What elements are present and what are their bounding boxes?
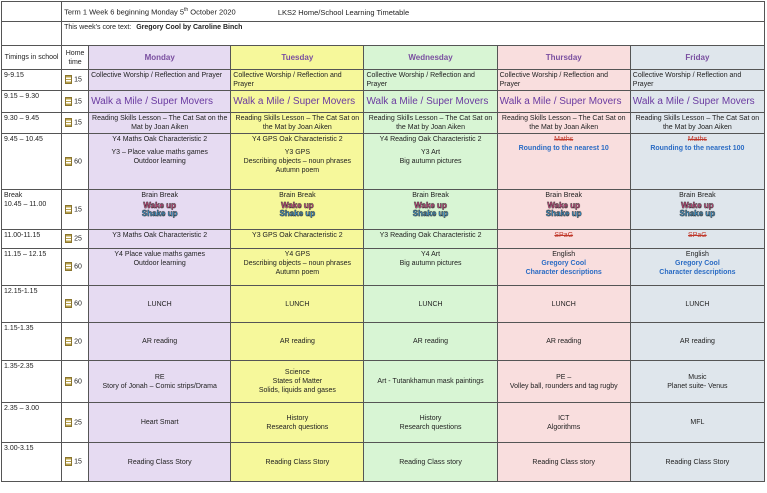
page-title-row — [62, 2, 765, 22]
home-time-cell: 60 — [62, 134, 89, 190]
lesson-cell: LUNCH — [364, 286, 497, 323]
hourglass-icon — [65, 118, 72, 127]
lesson-cell: Walk a Mile / Super Movers — [89, 91, 231, 113]
lesson-cell: Y4 Place value maths games Outdoor learning — [89, 249, 231, 286]
lesson-cell: Y3 Reading Oak Characteristic 2 — [364, 230, 497, 249]
lesson-cell: Maths Rounding to the nearest 10 — [497, 134, 630, 190]
lesson-cell: English Gregory Cool Character descriptions — [630, 249, 764, 286]
lesson-cell: Y4 Art Big autumn pictures — [364, 249, 497, 286]
timings-header: Timings in school — [2, 46, 62, 70]
home-time-cell: 25 — [62, 403, 89, 443]
lesson-cell: Collective Worship / Reflection and Prayer — [364, 70, 497, 91]
lesson-cell: SPaG — [497, 230, 630, 249]
hourglass-icon — [65, 97, 72, 106]
wake-up-shake-up-logo: Wake up Shake up — [545, 201, 582, 218]
lesson-cell: History Research questions — [364, 403, 497, 443]
page-title: LKS2 Home/School Learning Timetable — [277, 7, 410, 17]
lesson-cell: Reading Skills Lesson – The Cat Sat on the Mat by Joan Aiken — [231, 113, 364, 134]
home-time-cell: 15 — [62, 70, 89, 91]
hourglass-icon — [65, 457, 72, 466]
term-sup: th — [184, 7, 189, 14]
lesson-cell: AR reading — [497, 323, 630, 361]
lesson-cell: Walk a Mile / Super Movers — [231, 91, 364, 113]
lesson-cell: Collective Worship / Reflection and Prayer — [231, 70, 364, 91]
wake-up-shake-up-logo: Wake up Shake up — [279, 201, 316, 218]
home-time-cell: 15 — [62, 113, 89, 134]
lesson-cell: Brain Break Wake up Shake up — [497, 190, 630, 230]
core-label: This week’s core text: — [64, 24, 132, 31]
home-time-cell: 15 — [62, 91, 89, 113]
lesson-cell: ICT Algorithms — [497, 403, 630, 443]
hourglass-icon — [65, 262, 72, 271]
lesson-cell: LUNCH — [89, 286, 231, 323]
lesson-cell: Maths Rounding to the nearest 100 — [630, 134, 764, 190]
term-text: Term 1 Week 6 beginning Monday 5 — [64, 7, 185, 17]
lesson-cell: Reading Skills Lesson – The Cat Sat on the Mat by Joan Aiken — [497, 113, 630, 134]
lesson-cell: MFL — [630, 403, 764, 443]
time-cell: 9.45 – 10.45 — [2, 134, 62, 190]
lesson-cell: Brain Break Wake up Shake up — [231, 190, 364, 230]
home-time-cell: 25 — [62, 230, 89, 249]
lesson-cell: Reading Skills Lesson – The Cat Sat on the Mat by Joan Aiken — [364, 113, 497, 134]
lesson-cell: Walk a Mile / Super Movers — [497, 91, 630, 113]
day-header-tuesday: Tuesday — [231, 46, 364, 70]
lesson-cell: Science States of Matter Solids, liquids and gases — [231, 361, 364, 403]
home-time-header: Home time — [62, 46, 89, 70]
time-cell: 1.35-2.35 — [2, 361, 62, 403]
hourglass-icon — [65, 234, 72, 243]
lesson-cell: AR reading — [231, 323, 364, 361]
lesson-cell: Heart Smart — [89, 403, 231, 443]
lesson-cell: Reading Class story — [364, 443, 497, 482]
lesson-cell: Reading Class Story — [89, 443, 231, 482]
time-cell: 9.30 – 9.45 — [2, 113, 62, 134]
time-cell: Break 10.45 – 11.00 — [2, 190, 62, 230]
lesson-cell: Reading Skills Lesson – The Cat Sat on the Mat by Joan Aiken — [630, 113, 764, 134]
time-cell: 3.00-3.15 — [2, 443, 62, 482]
time-cell: 9.15 – 9.30 — [2, 91, 62, 113]
wake-up-shake-up-logo: Wake up Shake up — [141, 201, 178, 218]
lesson-cell: Walk a Mile / Super Movers — [364, 91, 497, 113]
hourglass-icon — [65, 75, 72, 84]
day-header-wednesday: Wednesday — [364, 46, 497, 70]
home-time-cell: 60 — [62, 286, 89, 323]
lesson-cell: Reading Class story — [497, 443, 630, 482]
home-time-cell: 60 — [62, 361, 89, 403]
day-header-friday: Friday — [630, 46, 764, 70]
lesson-cell: Y3 Maths Oak Characteristic 2 — [89, 230, 231, 249]
hourglass-icon — [65, 205, 72, 214]
lesson-cell: RE Story of Jonah – Comic strips/Drama — [89, 361, 231, 403]
wake-up-shake-up-logo: Wake up Shake up — [679, 201, 716, 218]
lesson-cell: AR reading — [364, 323, 497, 361]
time-cell: 11.15 – 12.15 — [2, 249, 62, 286]
lesson-cell: Reading Class Story — [231, 443, 364, 482]
lesson-cell: Collective Worship / Reflection and Prayer — [89, 70, 231, 91]
core-text-row — [62, 22, 765, 46]
day-header-monday: Monday — [89, 46, 231, 70]
lesson-cell: Reading Skills Lesson – The Cat Sat on the Mat by Joan Aiken — [89, 113, 231, 134]
hourglass-icon — [65, 337, 72, 346]
lesson-cell: Brain Break Wake up Shake up — [630, 190, 764, 230]
lesson-cell: LUNCH — [231, 286, 364, 323]
time-cell: 1.15-1.35 — [2, 323, 62, 361]
lesson-cell: Brain Break Wake up Shake up — [89, 190, 231, 230]
lesson-cell: Music Planet suite- Venus — [630, 361, 764, 403]
blank-cell — [2, 22, 62, 46]
lesson-cell: SPaG — [630, 230, 764, 249]
home-time-cell: 15 — [62, 190, 89, 230]
lesson-cell: PE – Volley ball, rounders and tag rugby — [497, 361, 630, 403]
home-time-cell: 60 — [62, 249, 89, 286]
lesson-cell: LUNCH — [630, 286, 764, 323]
core-text: Gregory Cool by Caroline Binch — [136, 24, 243, 31]
lesson-cell: Collective Worship / Reflection and Prayer — [630, 70, 764, 91]
lesson-cell: Y4 GPS Oak Characteristic 2 Y3 GPS Describing objects – noun phrases Autumn poem — [231, 134, 364, 190]
time-cell: 11.00-11.15 — [2, 230, 62, 249]
home-time-cell: 20 — [62, 323, 89, 361]
lesson-cell: English Gregory Cool Character descriptions — [497, 249, 630, 286]
time-cell: 12.15-1.15 — [2, 286, 62, 323]
blank-cell — [2, 2, 62, 22]
time-cell: 9-9.15 — [2, 70, 62, 91]
lesson-cell: Y4 Reading Oak Characteristic 2 Y3 Art Big autumn pictures — [364, 134, 497, 190]
home-time-cell: 15 — [62, 443, 89, 482]
timetable — [1, 1, 765, 482]
lesson-cell: Brain Break Wake up Shake up — [364, 190, 497, 230]
hourglass-icon — [65, 418, 72, 427]
hourglass-icon — [65, 157, 72, 166]
lesson-cell: Reading Class Story — [630, 443, 764, 482]
wake-up-shake-up-logo: Wake up Shake up — [412, 201, 449, 218]
lesson-cell: Walk a Mile / Super Movers — [630, 91, 764, 113]
lesson-cell: LUNCH — [497, 286, 630, 323]
hourglass-icon — [65, 299, 72, 308]
lesson-cell: Collective Worship / Reflection and Prayer — [497, 70, 630, 91]
time-cell: 2.35 – 3.00 — [2, 403, 62, 443]
hourglass-icon — [65, 377, 72, 386]
lesson-cell: Art - Tutankhamun mask paintings — [364, 361, 497, 403]
term-text-end: October 2020 — [188, 7, 236, 17]
lesson-cell: AR reading — [89, 323, 231, 361]
lesson-cell: Y3 GPS Oak Characteristic 2 — [231, 230, 364, 249]
lesson-cell: AR reading — [630, 323, 764, 361]
lesson-cell: Y4 Maths Oak Characteristic 2 Y3 – Place value maths games Outdoor learning — [89, 134, 231, 190]
day-header-thursday: Thursday — [497, 46, 630, 70]
lesson-cell: History Research questions — [231, 403, 364, 443]
lesson-cell: Y4 GPS Describing objects – noun phrases Autumn poem — [231, 249, 364, 286]
